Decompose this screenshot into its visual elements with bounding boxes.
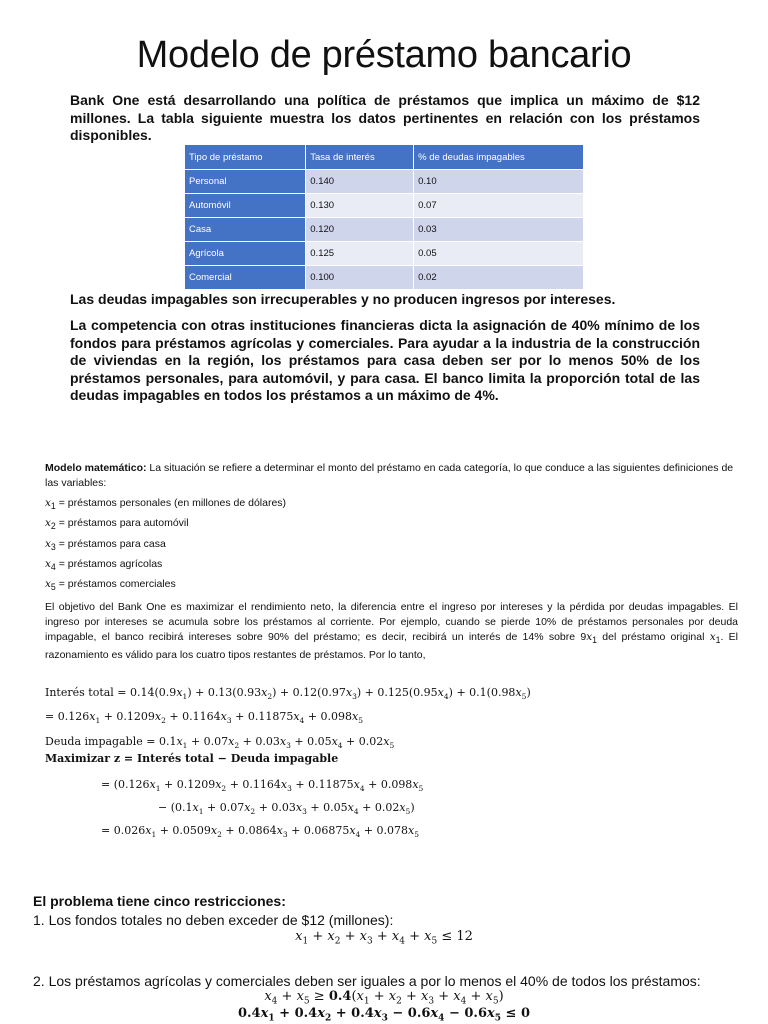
table-cell: 0.10 [414, 170, 584, 194]
table-cell: 0.125 [306, 242, 414, 266]
table-row [185, 170, 584, 194]
table-cell: 0.03 [414, 218, 584, 242]
table-cell: Casa [185, 218, 306, 242]
page-title: Modelo de préstamo bancario [136, 34, 632, 76]
table-row [185, 242, 584, 266]
table-row [185, 266, 584, 290]
constraint-1-text: 1. Los fondos totales no deben exceder de $12 (millones): [33, 912, 394, 928]
table-cell: Personal [185, 170, 306, 194]
objective-line-1: = ($0.126x_1 + 0.1209x_2 + 0.1164x_3 + 0.11875x_4 + 0.098x_5$ [101, 778, 424, 794]
table-cell: Agrícola [185, 242, 306, 266]
table-cell: Comercial [185, 266, 306, 290]
variable-def: $x_3$ = préstamos para casa [45, 538, 166, 553]
header-cell: Tipo de préstamo [185, 145, 306, 170]
table-cell: 0.120 [306, 218, 414, 242]
model-intro [45, 461, 738, 491]
constraints-title: El problema tiene cinco restricciones: [33, 893, 286, 909]
constraint-2-math-b: $0.4x_1 + 0.4x_2 + 0.4x_3 - 0.6x_4 - 0.6x_5 \le 0$ [237, 1006, 531, 1024]
model-text: La situación se refiere a determinar el monto del préstamo en cada categoría, lo que conduce a las siguientes definiciones de las variables: [45, 462, 734, 489]
table-cell: 0.130 [306, 194, 414, 218]
constraint-2-math-a: $x_4 + x_5 \ge 0.4(x_1 + x_2 + x_3 + x_4 + x_5)$ [264, 989, 504, 1007]
objective-paragraph: El objetivo del Bank One es maximizar el rendimiento neto, la diferencia entre el ingreso por intereses y la pérdida por deudas impagables. El ingreso por intereses se acumula sobre los préstamos al corriente. Por ejemplo, cuando se pierde 10% de préstamos personales por deuda impagable, el banco recibirá intereses sobre 90% del préstamo; es decir, recibirá un interés de 14% sobre $9x_1$ del préstamo original $x_1$. El razonamiento es válido para los cuatro tipos restantes de préstamos. Por lo tanto, [45, 601, 738, 662]
header-cell: % de deudas impagables [414, 145, 584, 170]
constraint-1-math: $x_1 + x_2 + x_3 + x_4 + x_5 \le 12$ [295, 929, 473, 947]
variable-def: $x_1$ = préstamos personales (en millones de dólares) [45, 497, 287, 512]
table-cell: 0.100 [306, 266, 414, 290]
table-cell: 0.140 [306, 170, 414, 194]
maximize-heading: Maximizar z = Interés total − Deuda impagable [45, 752, 339, 765]
header-cell: Tasa de interés [306, 145, 414, 170]
table-header-row [185, 145, 584, 170]
model-label: Modelo matemático: [45, 462, 147, 474]
table-cell: 0.05 [414, 242, 584, 266]
competition-paragraph: La competencia con otras instituciones financieras dicta la asignación de 40% mínimo de los fondos para préstamos agrícolas y comerciales. Para ayudar a la industria de la construcción de viviendas en la región, los préstamos para casa deben ser por lo menos 50% de los préstamos personales, para automóvil, y para casa. El banco limita la proporción total de las deudas impagables en todos los préstamos a un máximo de 4%. [70, 317, 700, 403]
table-row [185, 218, 584, 242]
loan-table [184, 144, 584, 290]
intro-paragraph: Bank One está desarrollando una política de préstamos que implica un máximo de $12 millones. La tabla siguiente muestra los datos pertinentes en relación con los préstamos disponibles. [70, 92, 700, 143]
table-cell: 0.07 [414, 194, 584, 218]
variable-def: $x_5$ = préstamos comerciales [45, 578, 176, 593]
objective-line-3: = $0.026x_1 + 0.0509x_2 + 0.0864x_3 + 0.06875x_4 + 0.078x_5$ [101, 824, 420, 840]
variable-def: $x_4$ = préstamos agrícolas [45, 558, 163, 573]
unrecoverable-note: Las deudas impagables son irrecuperables y no producen ingresos por intereses. [70, 291, 616, 307]
variable-def: $x_2$ = préstamos para automóvil [45, 517, 189, 532]
table-row [185, 194, 584, 218]
objective-line-2: − $(0.1x_1 + 0.07x_2 + 0.03x_3 + 0.05x_4 + 0.02x_5)$ [158, 801, 415, 817]
bad-debt-equation: Deuda impagable = $0.1x_1 + 0.07x_2 + 0.03x_3 + 0.05x_4 + 0.02x_5$ [45, 735, 395, 751]
interest-equation: Interés total = $0.14(0.9x_1) + 0.13(0.93x_2) + 0.12(0.97x_3) + 0.125(0.95x_4) + 0.1(0.98x_5)$ [45, 686, 531, 702]
table-cell: 0.02 [414, 266, 584, 290]
interest-simplified: = $0.126x_1 + 0.1209x_2 + 0.1164x_3 + 0.11875x_4 + 0.098x_5$ [45, 710, 364, 726]
constraint-2-text: 2. Los préstamos agrícolas y comerciales deben ser iguales a por lo menos el 40% de todos los préstamos: [33, 973, 701, 989]
table-cell: Automóvil [185, 194, 306, 218]
